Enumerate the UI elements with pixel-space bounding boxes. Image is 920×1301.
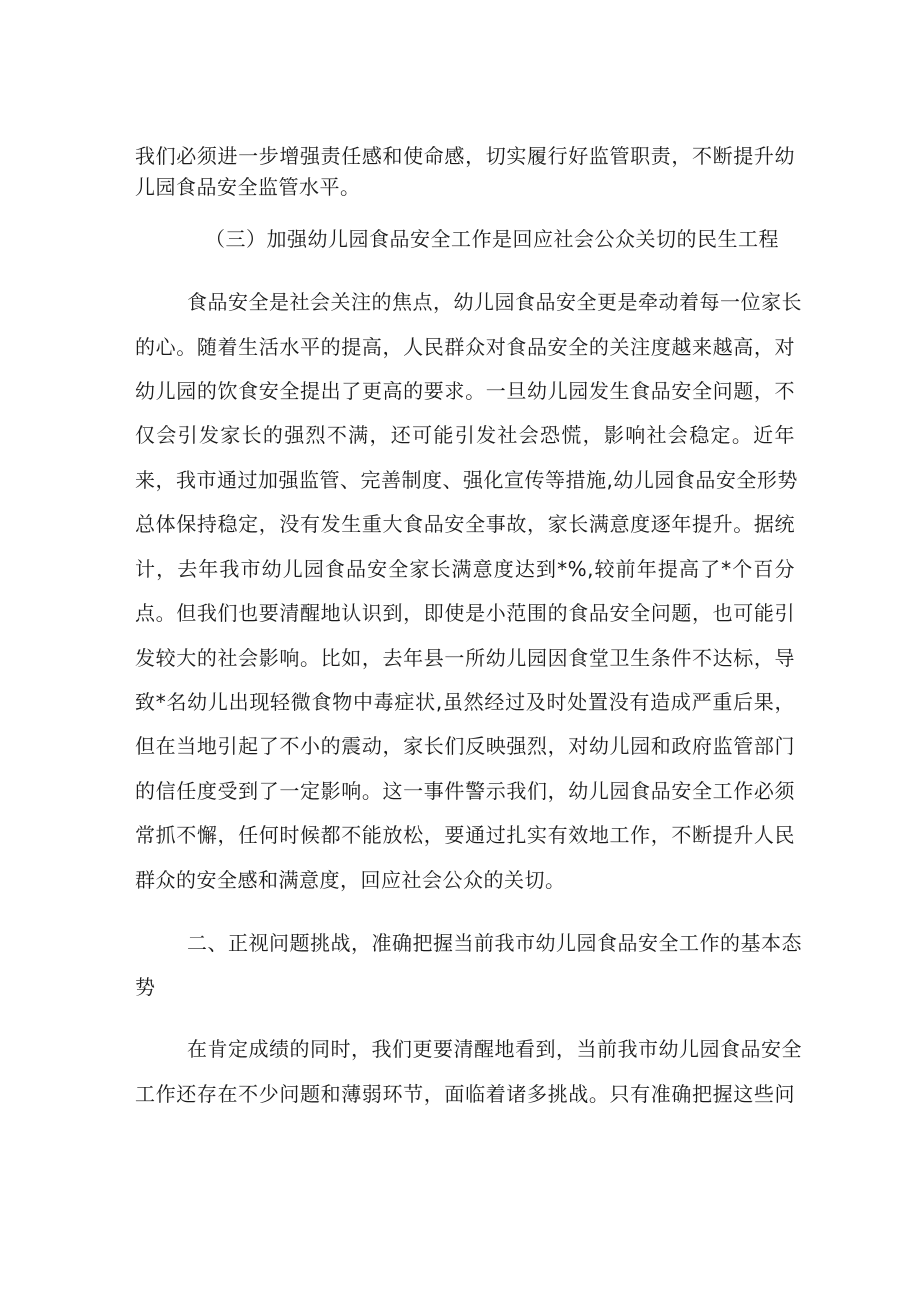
paragraph-line: 仅会引发家长的强烈不满，还可能引发社会恐慌，影响社会稳定。近年 — [135, 423, 795, 447]
paragraph-line: 我们必须进一步增强责任感和使命感，切实履行好监管职责，不断提升幼 — [135, 144, 795, 168]
paragraph-line: 儿园食品安全监管水平。 — [135, 175, 361, 199]
paragraph-line: 幼儿园的饮食安全提出了更高的要求。一旦幼儿园发生食品安全问题，不 — [135, 379, 795, 403]
paragraph-line: 工作还存在不少问题和薄弱环节，面临着诸多挑战。只有准确把握这些问 — [135, 1082, 795, 1106]
paragraph-line: 总体保持稳定，没有发生重大食品安全事故，家长满意度逐年提升。据统 — [135, 512, 795, 536]
paragraph-line: 致*名幼儿出现轻微食物中毒症状,虽然经过及时处置没有造成严重后果， — [135, 690, 795, 714]
paragraph-line: 常抓不懈，任何时候都不能放松，要通过扎实有效地工作，不断提升人民 — [135, 823, 795, 847]
section-heading: 势 — [135, 975, 156, 999]
paragraph-line: 群众的安全感和满意度，回应社会公众的关切。 — [135, 868, 566, 892]
paragraph-line: 来，我市通过加强监管、完善制度、强化宣传等措施,幼儿园食品安全形势 — [135, 468, 798, 492]
paragraph-line: 食品安全是社会关注的焦点，幼儿园食品安全更是牵动着每一位家长 — [187, 290, 802, 314]
paragraph-line: 的心。随着生活水平的提高，人民群众对食品安全的关注度越来越高，对 — [135, 335, 795, 359]
section-heading: 二、正视问题挑战，准确把握当前我市幼儿园食品安全工作的基本态 — [187, 931, 802, 955]
paragraph-line: 在肯定成绩的同时，我们更要清醒地看到，当前我市幼儿园食品安全 — [187, 1037, 802, 1061]
paragraph-line: 计，去年我市幼儿园食品安全家长满意度达到*%,较前年提高了*个百分 — [135, 557, 795, 581]
subsection-heading: （三）加强幼儿园食品安全工作是回应社会公众关切的民生工程 — [205, 227, 779, 251]
paragraph-line: 点。但我们也要清醒地认识到，即使是小范围的食品安全问题，也可能引 — [135, 601, 795, 625]
paragraph-line: 发较大的社会影响。比如，去年县一所幼儿园因食堂卫生条件不达标，导 — [135, 646, 795, 670]
paragraph-line: 的信任度受到了一定影响。这一事件警示我们，幼儿园食品安全工作必须 — [135, 779, 795, 803]
paragraph-line: 但在当地引起了不小的震动，家长们反映强烈，对幼儿园和政府监管部门 — [135, 734, 795, 758]
